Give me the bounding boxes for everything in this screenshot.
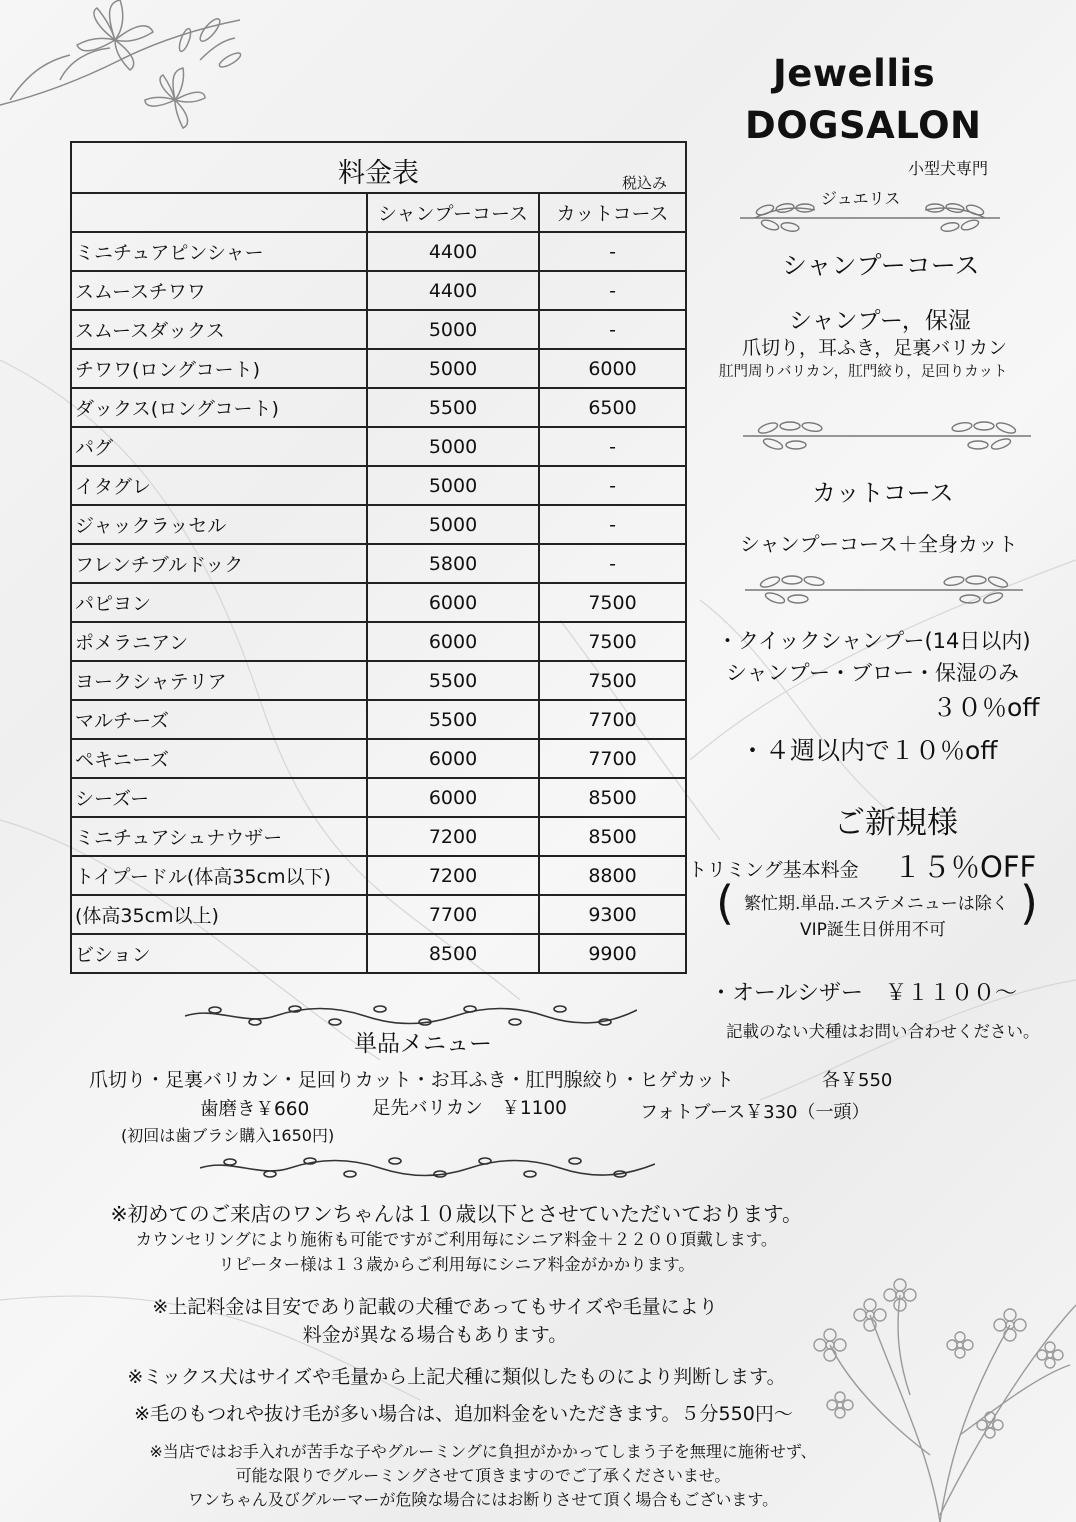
cut-price: 6500 <box>539 388 686 427</box>
table-row <box>71 505 686 544</box>
shampoo-price: 7700 <box>367 895 539 934</box>
note-first-visit: ※初めてのご来店のワンちゃんは１０歳以下とさせていただいております。 <box>110 1202 803 1226</box>
cut-price: 7500 <box>539 622 686 661</box>
cut-price: - <box>539 544 686 583</box>
table-row <box>71 739 686 778</box>
cut-price: - <box>539 466 686 505</box>
breed-name: スムースチワワ <box>71 271 367 310</box>
specialty: 小型犬専門 <box>908 159 989 178</box>
table-row <box>71 622 686 661</box>
breed-name: ヨークシャテリア <box>71 661 367 700</box>
trimming-base-label: トリミング基本料金 <box>688 859 859 881</box>
breed-name: イタグレ <box>71 466 367 505</box>
shampoo-price: 5000 <box>367 349 539 388</box>
laurel-divider-icon <box>735 198 1005 236</box>
shampoo-price: 5000 <box>367 427 539 466</box>
new-customer-note2: VIP誕生日併用不可 <box>800 920 946 940</box>
shampoo-price: 4400 <box>367 232 539 271</box>
breed-name: ポメラニアン <box>71 622 367 661</box>
shampoo-price: 5500 <box>367 700 539 739</box>
cut-course-title: カットコース <box>812 479 954 507</box>
shampoo-price: 5800 <box>367 544 539 583</box>
breed-name: フレンチブルドック <box>71 544 367 583</box>
cut-price: 9300 <box>539 895 686 934</box>
brand-line2: DOGSALON <box>745 104 982 147</box>
table-row <box>71 895 686 934</box>
shampoo-price: 6000 <box>367 583 539 622</box>
quick-shampoo-detail: シャンプー・ブロー・保湿のみ <box>726 661 1019 685</box>
breed-name: パグ <box>71 427 367 466</box>
table-row <box>71 466 686 505</box>
breed-name: ジャックラッセル <box>71 505 367 544</box>
laurel-divider-icon <box>740 570 1028 610</box>
table-row <box>71 427 686 466</box>
table-row <box>71 700 686 739</box>
table-row <box>71 544 686 583</box>
single-menu-price: 各￥550 <box>822 1070 893 1091</box>
cut-price: - <box>539 505 686 544</box>
single-menu-title: 単品メニュー <box>354 1031 492 1057</box>
cut-price: 9900 <box>539 934 686 973</box>
shampoo-price: 6000 <box>367 778 539 817</box>
cut-course-line1: シャンプーコース＋全身カット <box>740 532 1018 556</box>
cut-price: - <box>539 271 686 310</box>
column-header: シャンプーコース <box>367 193 539 232</box>
quick-shampoo: ・クイックシャンプー(14日以内) <box>717 629 1031 653</box>
note-policy3: ワンちゃん及びグルーマーが危険な場合にはお断りさせて頂く場合もございます。 <box>187 1490 779 1509</box>
note-senior-fee: カウンセリングにより施術も可能ですがご利用毎にシニア料金＋２２００頂戴します。 <box>135 1230 778 1249</box>
breed-name: ミニチュアシュナウザー <box>71 817 367 856</box>
breed-name: チワワ(ロングコート) <box>71 349 367 388</box>
breed-name: トイプードル(体高35cm以下) <box>71 856 367 895</box>
toe-clip: 足先バリカン ￥1100 <box>372 1098 567 1119</box>
cut-price: 8500 <box>539 778 686 817</box>
brand-line1: Jewellis <box>773 52 936 95</box>
note-additional-fee: ※毛のもつれや抜け毛が多い場合は、追加料金をいただきます。５分550円～ <box>134 1403 793 1425</box>
breed-name: (体高35cm以上) <box>71 895 367 934</box>
shampoo-price: 8500 <box>367 934 539 973</box>
cut-price: 8800 <box>539 856 686 895</box>
table-title: 料金表 <box>338 158 419 189</box>
note-price-vary: 料金が異なる場合もあります。 <box>302 1324 568 1346</box>
laurel-divider-icon <box>738 414 1036 456</box>
note-policy1: ※当店ではお手入れが苦手な子やグルーミングに負担がかかってしまう子を無理に施術せず、 <box>149 1442 817 1461</box>
breed-name: ダックス(ロングコート) <box>71 388 367 427</box>
table-row <box>71 349 686 388</box>
table-row <box>71 271 686 310</box>
shampoo-course-line1: シャンプー，保湿 <box>789 308 971 334</box>
inquiry-note: 記載のない犬種はお問い合わせください。 <box>726 1022 1040 1041</box>
new-customer-title: ご新規様 <box>834 805 958 841</box>
teeth-brushing: 歯磨き￥660 <box>200 1099 310 1120</box>
breed-name: シーズー <box>71 778 367 817</box>
price-table <box>70 141 687 974</box>
table-row <box>71 388 686 427</box>
single-menu-items: 爪切り・足裏バリカン・足回りカット・お耳ふき・肛門腺絞り・ヒゲカット <box>89 1069 735 1091</box>
paren-close: ) <box>1020 876 1038 930</box>
note-price-estimate: ※上記料金は目安であり記載の犬種であってもサイズや毛量により <box>152 1296 718 1318</box>
cut-price: 7500 <box>539 661 686 700</box>
breed-name: ミニチュアピンシャー <box>71 232 367 271</box>
shampoo-price: 7200 <box>367 856 539 895</box>
table-row <box>71 778 686 817</box>
table-row <box>71 310 686 349</box>
shampoo-price: 5000 <box>367 310 539 349</box>
breed-name: ペキニーズ <box>71 739 367 778</box>
brand-kana: ジュエリス <box>821 189 901 208</box>
cut-price: - <box>539 427 686 466</box>
table-row <box>71 661 686 700</box>
shampoo-price: 5000 <box>367 466 539 505</box>
breed-name: スムースダックス <box>71 310 367 349</box>
column-header <box>71 193 367 232</box>
table-row <box>71 583 686 622</box>
table-row <box>71 856 686 895</box>
teeth-note: (初回は歯ブラシ購入1650円) <box>121 1126 335 1145</box>
cut-price: 8500 <box>539 817 686 856</box>
vine-divider-icon <box>200 1150 655 1182</box>
column-header: カットコース <box>539 193 686 232</box>
shampoo-price: 4400 <box>367 271 539 310</box>
shampoo-price: 5500 <box>367 661 539 700</box>
breed-name: パピヨン <box>71 583 367 622</box>
note-repeater: リピーター様は１３歳からご利用毎にシニア料金がかかります。 <box>218 1255 695 1274</box>
new-customer-note1: 繁忙期.単品.エステメニューは除く <box>744 894 1009 914</box>
shampoo-price: 5000 <box>367 505 539 544</box>
photo-booth: フォトブース￥330（一頭） <box>640 1102 870 1123</box>
note-mixed-breed: ※ミックス犬はサイズや毛量から上記犬種に類似したものにより判断します。 <box>127 1366 786 1388</box>
table-row <box>71 817 686 856</box>
cut-price: 6000 <box>539 349 686 388</box>
cut-price: 7700 <box>539 700 686 739</box>
cut-price: - <box>539 232 686 271</box>
shampoo-course-title: シャンプーコース <box>782 251 980 280</box>
shampoo-price: 6000 <box>367 622 539 661</box>
paren-open: ( <box>716 876 734 930</box>
table-row <box>71 232 686 271</box>
shampoo-price: 6000 <box>367 739 539 778</box>
shampoo-price: 7200 <box>367 817 539 856</box>
four-week-discount: ・４週以内で１０％off <box>740 736 998 765</box>
breed-name: ビション <box>71 934 367 973</box>
cut-price: 7500 <box>539 583 686 622</box>
breed-name: マルチーズ <box>71 700 367 739</box>
tax-note: 税込み <box>621 174 667 192</box>
shampoo-price: 5500 <box>367 388 539 427</box>
cut-price: 7700 <box>539 739 686 778</box>
table-title-cell <box>71 142 686 193</box>
shampoo-course-line3: 肛門周りバリカン，肛門絞り，足回りカット <box>719 364 1008 380</box>
cut-price: - <box>539 310 686 349</box>
new-customer-discount: １５％OFF <box>893 850 1037 884</box>
quick-discount: ３０％off <box>932 693 1040 722</box>
table-row <box>71 934 686 973</box>
note-policy2: 可能な限りでグルーミングさせて頂きますのでご了承くださいませ。 <box>235 1466 731 1485</box>
all-scissor: ・オールシザー ￥１１００～ <box>710 981 1018 1006</box>
lily-flower-icon <box>0 0 250 145</box>
table-header-row <box>71 193 686 232</box>
shampoo-course-line2: 爪切り，耳ふき，足裏バリカン <box>742 337 1008 359</box>
